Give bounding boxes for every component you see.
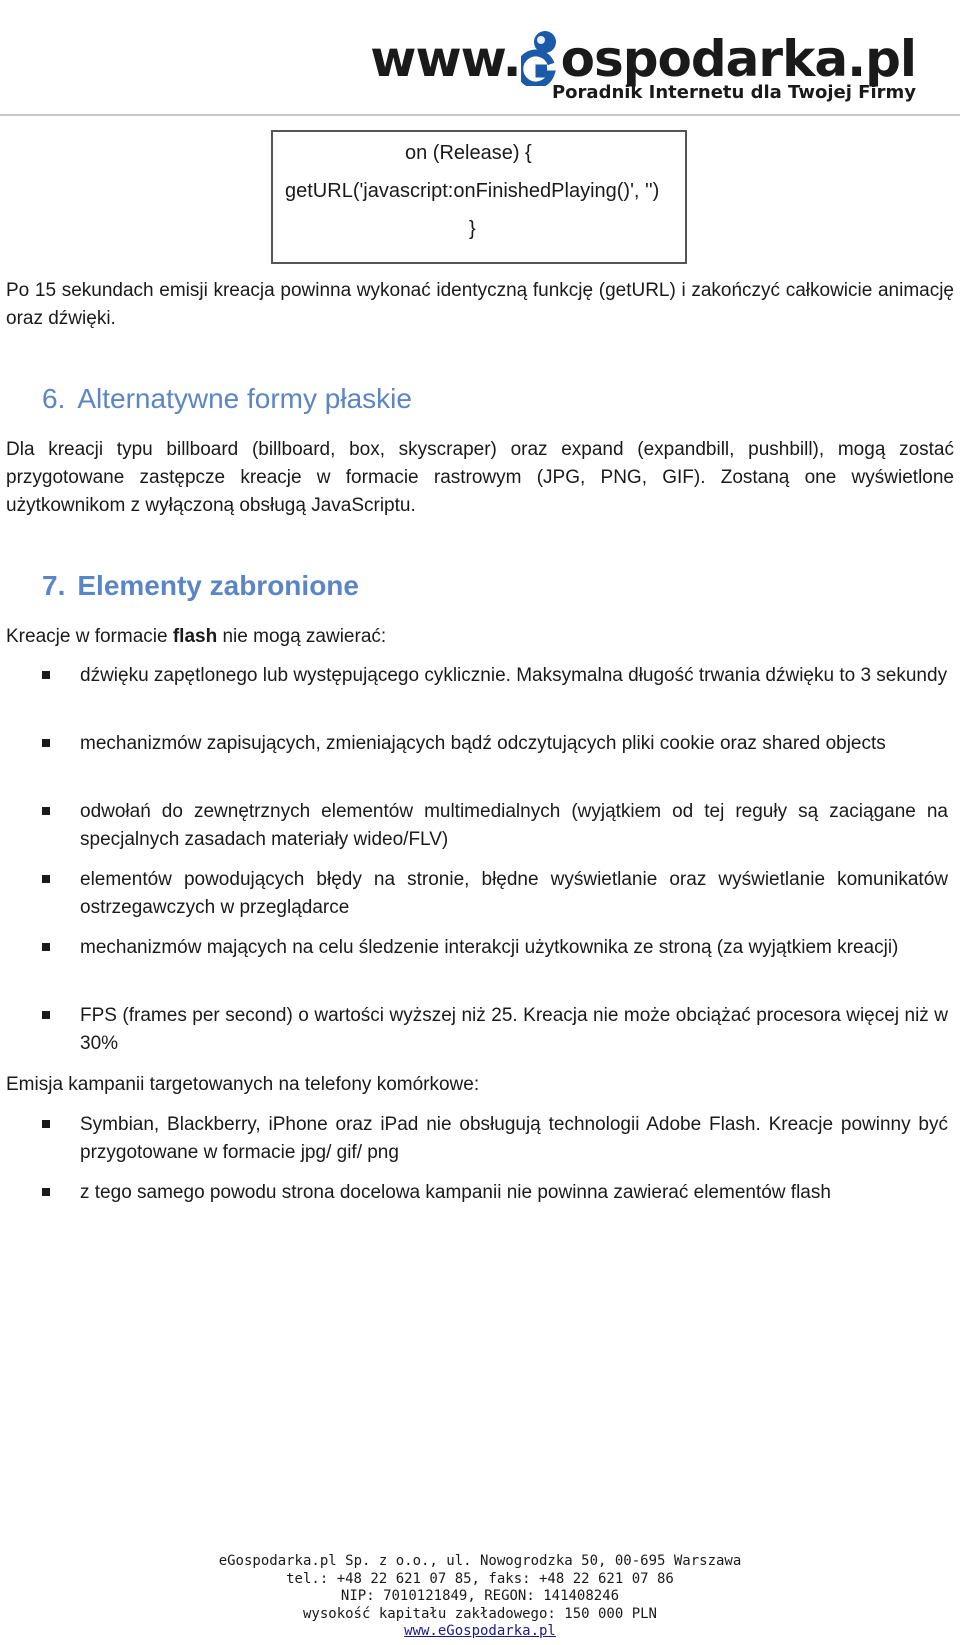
section-6-text: Dla kreacji typu billboard (billboard, box, skyscraper) oraz expand (expandbill, pushbill), mogą zostać przygotowane zastępcze kreacje w formacie rastrowym (JPG, PNG, GIF). Zostaną one wyświetlone użytkownikom z wyłączoną obsługą JavaScriptu.: [6, 439, 954, 516]
section-7-heading: [42, 570, 359, 602]
footer-phone-fax: tel.: +48 22 621 07 85, faks: +48 22 621 07 86: [286, 1570, 674, 1587]
bullet-square-icon: [42, 943, 50, 951]
flash-keyword: flash: [172, 626, 218, 647]
page-header: [0, 0, 960, 118]
section-6-title: Alternatywne formy płaskie: [77, 383, 412, 414]
footer-company-address: eGospodarka.pl Sp. z o.o., ul. Nowogrodzka 50, 00-695 Warszawa: [218, 1553, 742, 1569]
header-divider: [0, 114, 960, 116]
section-6-number: 6.: [42, 383, 66, 414]
code-line-1: on (Release) {: [405, 142, 532, 164]
bullet-square-icon: [42, 1011, 50, 1019]
bullet-square-icon: [42, 671, 50, 679]
code-line-2: getURL('javascript:onFinishedPlaying()', ''): [285, 180, 660, 202]
mobile-campaign-intro: Emisja kampanii targetowanych na telefony komórkowe:: [6, 1074, 480, 1095]
g-globe-icon: [521, 28, 561, 86]
section-7-title: Elementy zabronione: [77, 570, 359, 601]
section-7-intro: Kreacje w formacie flash nie mogą zawierać:: [6, 626, 387, 647]
code-line-3: }: [469, 218, 476, 240]
bullet-square-icon: [42, 1120, 50, 1128]
site-logo[interactable]: [370, 10, 916, 105]
bullet-square-icon: [42, 1188, 50, 1196]
footer-nip-regon: NIP: 7010121849, REGON: 141408246: [340, 1588, 620, 1604]
section-6-heading: [42, 383, 412, 415]
footer-capital: wysokość kapitału zakładowego: 150 000 PLN: [302, 1605, 657, 1622]
section-7-number: 7.: [42, 570, 66, 601]
footer-website-link[interactable]: www.eGospodarka.pl: [404, 1623, 556, 1639]
paragraph-getURL: Po 15 sekundach emisji kreacja powinna wykonać identyczną funkcję (getURL) i zakończyć całkowicie animację oraz dźwięki.: [6, 280, 954, 329]
logo-tagline: Poradnik Internetu dla Twojej Firmy: [551, 82, 916, 103]
logo-wordmark: www. ospodarka.pl: [370, 30, 916, 88]
bullet-square-icon: [42, 739, 50, 747]
code-snippet-box: [271, 130, 687, 264]
bullet-square-icon: [42, 807, 50, 815]
bullet-square-icon: [42, 875, 50, 883]
page-footer: [0, 1553, 960, 1641]
